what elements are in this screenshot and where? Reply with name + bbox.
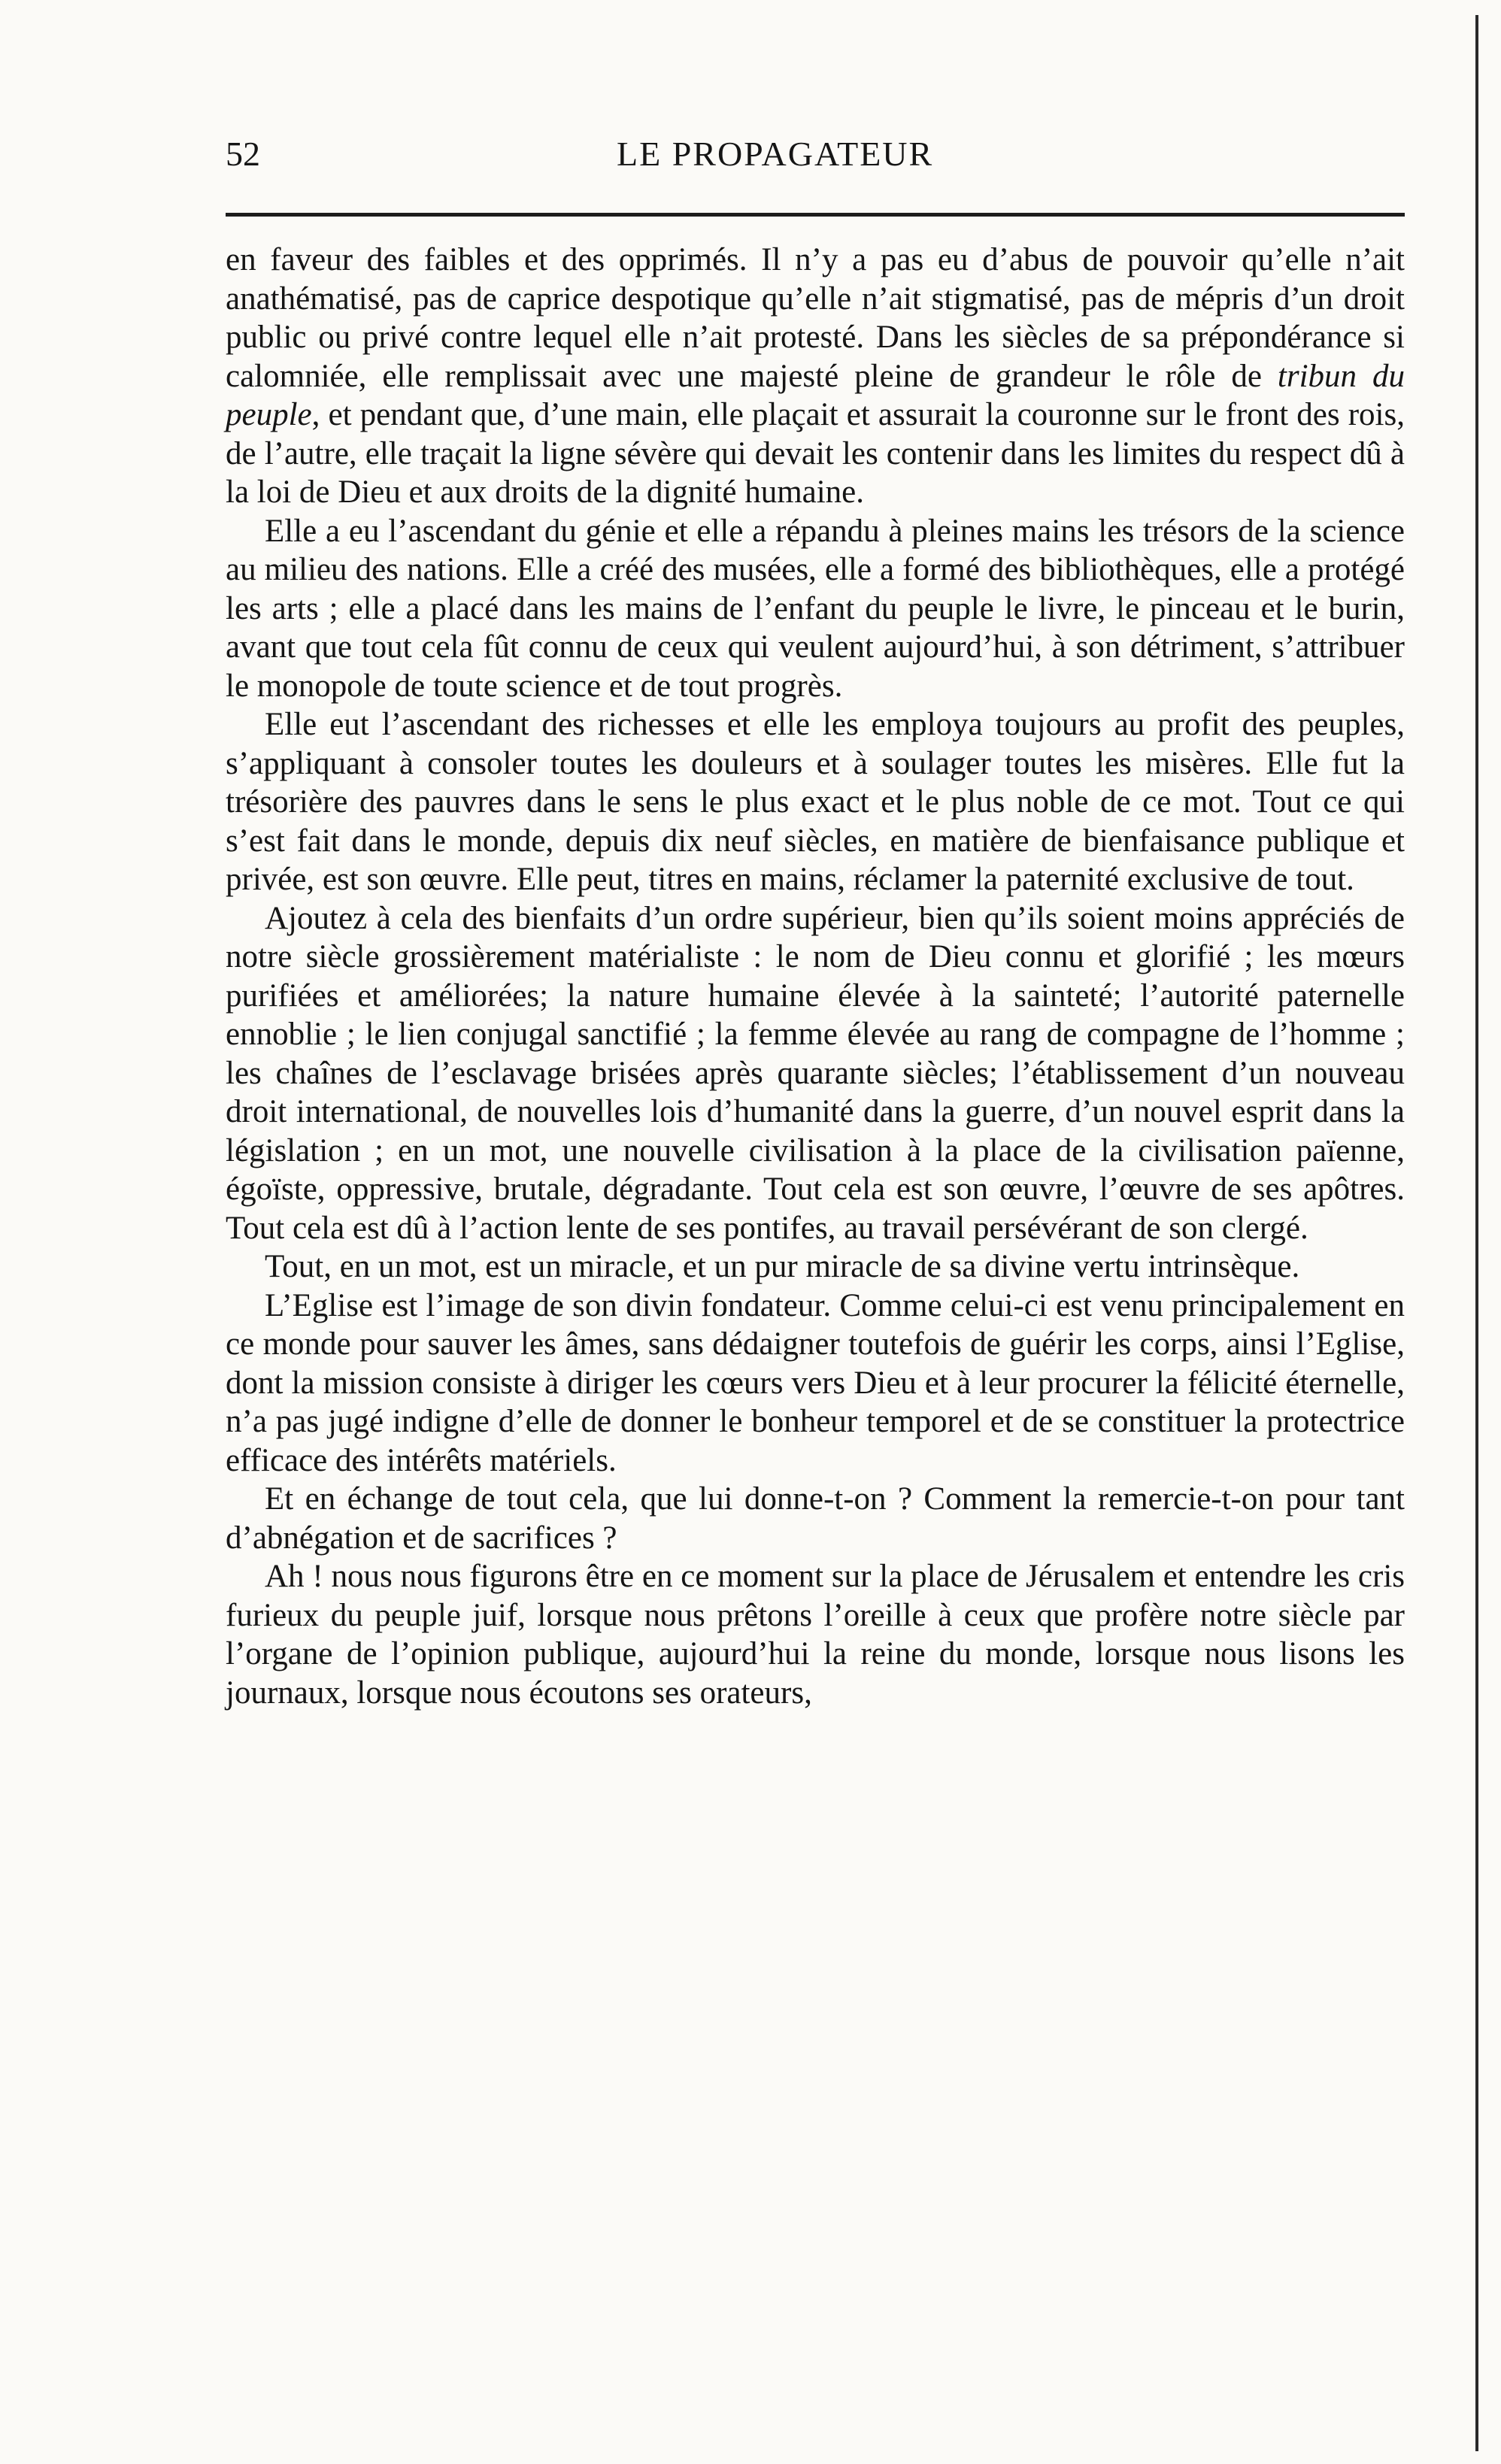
italic-phrase: tribun du peuple (226, 358, 1405, 432)
paragraph-6: L’Eglise est l’image de son divin fondateur. Comme celui-ci est venu principalement en ce monde pour sauver les âmes, sans dédaigner toutefois de guérir les corps, ainsi l’Eglise, dont la mission consiste à diriger les cœurs vers Dieu et à leur procurer la félicité éternelle, n’a pas jugé indigne d’elle de donner le bonheur temporel et de se constituer la protectrice efficace des intérêts matériels. (226, 1287, 1405, 1478)
paragraph-7: Et en échange de tout cela, que lui donne-t-on ? Comment la remercie-t-on pour tant d’abnégation et de sacrifices ? (226, 1481, 1405, 1556)
paragraph-1-start: en faveur des faibles et des opprimés. Il n’y a pas eu d’abus de pouvoir qu’elle n’ait anathématisé, pas de caprice despotique qu’elle n’ait stigmatisé, pas de mépris d’un droit public ou privé contre lequel elle n’ait protesté. Dans les siècles de sa prépondérance si calomniée, elle remplissait avec une majesté pleine de grandeur le rôle de (226, 242, 1405, 394)
page-header (226, 128, 1406, 180)
running-title: LE PROPAGATEUR (617, 135, 934, 173)
paragraph-5: Tout, en un mot, est un miracle, et un pur miracle de sa divine vertu intrinsèque. (265, 1249, 1300, 1284)
page-number: 52 (226, 135, 260, 173)
header-rule (226, 213, 1405, 217)
paragraph-1-end: , et pendant que, d’une main, elle plaçait et assurait la couronne sur le front des rois, de l’autre, elle traçait la ligne sévère qui devait les contenir dans les limites du respect dû à la loi de Dieu et aux droits de la dignité humaine. (226, 397, 1405, 510)
paragraph-8: Ah ! nous nous figurons être en ce moment sur la place de Jérusalem et entendre les cris furieux du peuple juif, lorsque nous prêtons l’oreille à ceux que profère notre siècle par l’organe de l’opinion publique, aujourd’hui la reine du monde, lorsque nous lisons les journaux, lorsque nous écoutons ses orateurs, (226, 1559, 1405, 1711)
body-text (226, 241, 1405, 1712)
paragraph-2: Elle a eu l’ascendant du génie et elle a répandu à pleines mains les trésors de la science au milieu des nations. Elle a créé des musées, elle a formé des bibliothèques, elle a protégé les arts ; elle a placé dans les mains de l’enfant du peuple le livre, le pinceau et le burin, avant que tout cela fût connu de ceux qui veulent aujourd’hui, à son détriment, s’attribuer le monopole de toute science et de tout progrès. (226, 513, 1405, 704)
paragraph-4: Ajoutez à cela des bienfaits d’un ordre supérieur, bien qu’ils soient moins appréciés de notre siècle grossièrement matérialiste : le nom de Dieu connu et glorifié ; les mœurs purifiées et améliorées; la nature humaine élevée à la sainteté; l’autorité paternelle ennoblie ; le lien conjugal sanctifié ; la femme élevée au rang de compagne de l’homme ; les chaînes de l’esclavage brisées après quarante siècles; l’établissement d’un nouveau droit international, de nouvelles lois d’humanité dans la guerre, d’un nouvel esprit dans la législation ; en un mot, une nouvelle civilisation à la place de la civilisation païenne, égoïste, oppressive, brutale, dégradante. Tout cela est son œuvre, l’œuvre de ses apôtres. Tout cela est dû à l’action lente de ses pontifes, au travail persévérant de son clergé. (226, 900, 1405, 1246)
page-edge (1475, 15, 1478, 2451)
paragraph-1 (226, 241, 1405, 512)
paragraph-3: Elle eut l’ascendant des richesses et elle les employa toujours au profit des peuples, s’appliquant à consoler toutes les douleurs et à soulager toutes les misères. Elle fut la trésorière des pauvres dans le sens le plus exact et le plus noble de ce mot. Tout ce qui s’est fait dans le monde, depuis dix neuf siècles, en matière de bienfaisance publique et privée, est son œuvre. Elle peut, titres en mains, réclamer la paternité exclusive de tout. (226, 707, 1405, 897)
